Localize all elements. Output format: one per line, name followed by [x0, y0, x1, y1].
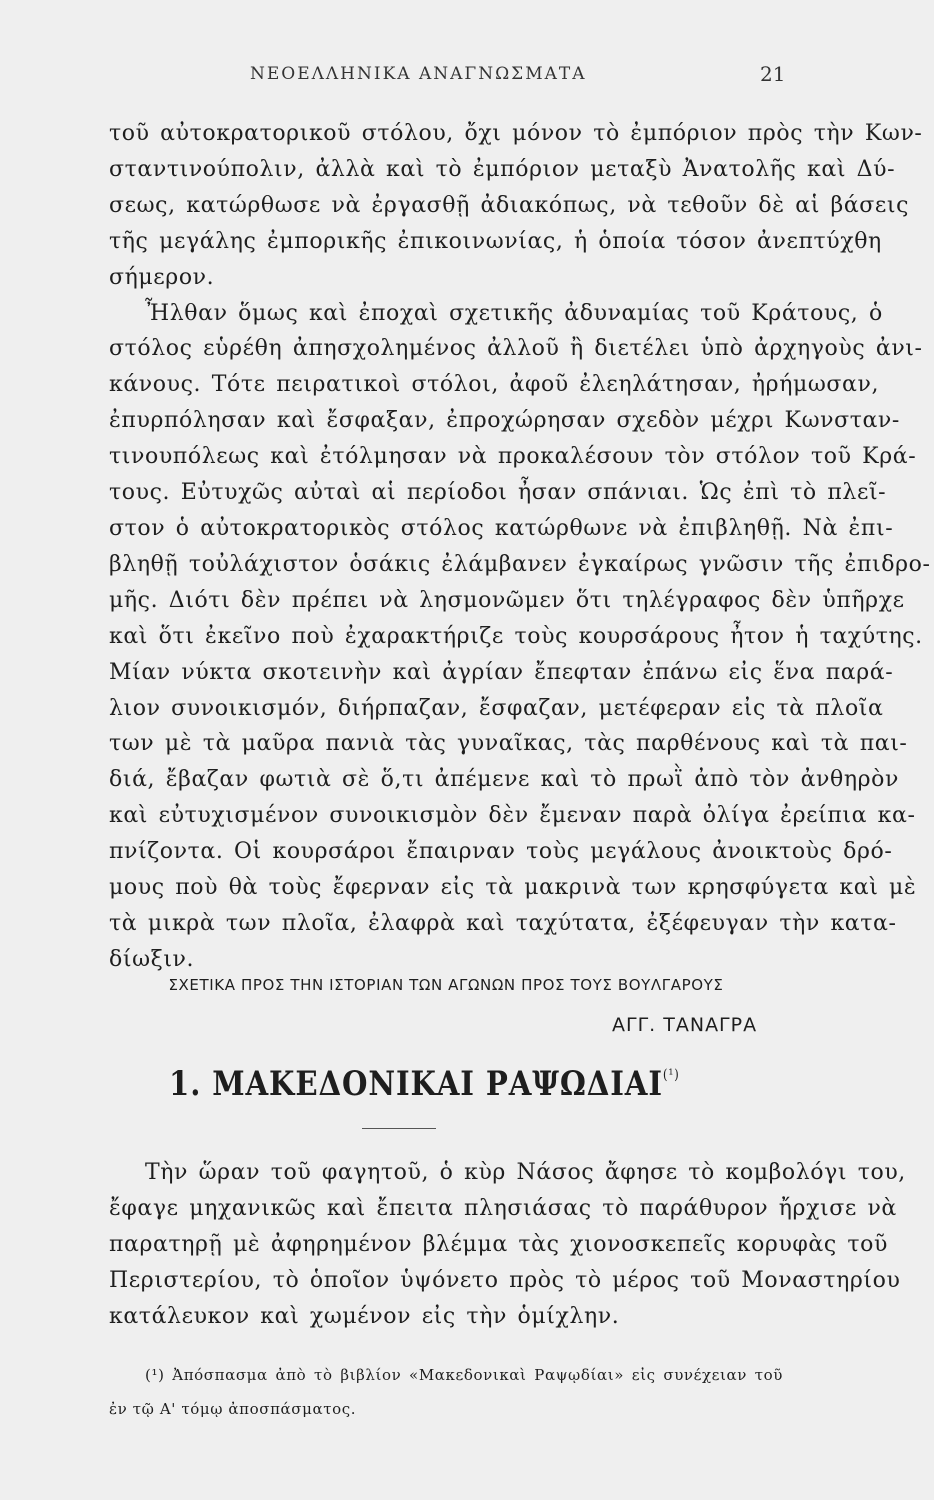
- paragraph-1: [109, 116, 923, 296]
- chapter-paragraph-1: [109, 1155, 906, 1335]
- chapter-title-text: 1. ΜΑΚΕΔΟΝΙΚΑΙ ΡΑΨΩΔΙΑΙ: [169, 1064, 663, 1104]
- footnote-line: ἐν τῷ Α' τόμῳ ἀποσπάσματος.: [109, 1400, 357, 1418]
- text-line: ἐπυρπόλησαν καὶ ἔσφαξαν, ἐπροχώρησαν σχεδὸν μέχρι Κωνσταν-: [109, 408, 900, 434]
- text-line: κατάλευκον καὶ χωμένον εἰς τὴν ὁμίχλην.: [109, 1303, 620, 1329]
- text-line: βληθῇ τοὐλάχιστον ὁσάκις ἐλάμβανεν ἐγκαίρως γνῶσιν τῆς ἐπιδρο-: [109, 551, 931, 577]
- text-line: ἔφαγε μηχανικῶς καὶ ἔπειτα πλησιάσας τὸ παράθυρον ἤρχισε νὰ: [109, 1195, 897, 1221]
- text-line: τοῦ αὐτοκρατορικοῦ στόλου, ὄχι μόνον τὸ ἐμπόριον πρὸς τὴν Κων-: [109, 121, 923, 146]
- text-line: μῆς. Διότι δὲν πρέπει νὰ λησμονῶμεν ὅτι τηλέγραφος δὲν ὑπῆρχε: [109, 587, 905, 613]
- text-line: τὰ μικρὰ των πλοῖα, ἐλαφρὰ καὶ ταχύτατα, ἐξέφευγαν τὴν κατα-: [109, 910, 897, 936]
- text-line: Ἦλθαν ὅμως καὶ ἐποχαὶ σχετικῆς ἀδυναμίας τοῦ Κράτους, ὁ: [145, 300, 883, 326]
- text-line: Τὴν ὥραν τοῦ φαγητοῦ, ὁ κὺρ Νάσος ἄφησε τὸ κομβολόγι του,: [145, 1160, 906, 1185]
- footnote-line: (¹) Ἀπόσπασμα ἀπὸ τὸ βιβλίον «Μακεδονικαὶ Ραψῳδίαι» εἰς συνέχειαν τοῦ: [145, 1366, 783, 1384]
- text-line: διά, ἔβαζαν φωτιὰ σὲ ὅ,τι ἀπέμενε καὶ τὸ πρωῒ ἀπὸ τὸν ἀνθηρὸν: [109, 767, 899, 793]
- author-name: ΑΓΓ. ΤΑΝΑΓΡΑ: [612, 1014, 758, 1036]
- text-line: σήμερον.: [109, 264, 215, 290]
- text-line: καὶ εὐτυχισμένον συνοικισμὸν δὲν ἔμεναν παρὰ ὀλίγα ἐρείπια κα-: [109, 803, 916, 829]
- section-heading: ΣΧΕΤΙΚΑ ΠΡΟΣ ΤΗΝ ΙΣΤΟΡΙΑΝ ΤΩΝ ΑΓΩΝΩΝ ΠΡΟΣ ΤΟΥΣ ΒΟΥΛΓΑΡΟΥΣ: [168, 976, 724, 994]
- paragraph-2: [109, 296, 931, 978]
- text-line: στον ὁ αὐτοκρατορικὸς στόλος κατώρθωνε νὰ ἐπιβληθῇ. Νὰ ἐπι-: [109, 515, 894, 541]
- text-line: Μίαν νύκτα σκοτεινὴν καὶ ἀγρίαν ἔπεφταν ἐπάνω εἰς ἕνα παρά-: [109, 659, 894, 685]
- page-number: 21: [760, 62, 786, 86]
- footnote-reference: (¹): [662, 1067, 680, 1083]
- text-line: τους. Εὐτυχῶς αὐταὶ αἱ περίοδοι ἦσαν σπάνιαι. Ὡς ἐπὶ τὸ πλεῖ-: [109, 480, 887, 506]
- text-line: σεως, κατώρθωσε νὰ ἐργασθῇ ἀδιακόπως, νὰ τεθοῦν δὲ αἱ βάσεις: [109, 192, 910, 218]
- text-line: μους ποὺ θὰ τοὺς ἔφερναν εἰς τὰ μακρινὰ των κρησφύγετα καὶ μὲ: [109, 875, 917, 901]
- chapter-title: [169, 1064, 680, 1104]
- text-line: λιον συνοικισμόν, διήρπαζαν, ἔσφαζαν, μετέφεραν εἰς τὰ πλοῖα: [109, 695, 884, 721]
- text-line: κάνους. Τότε πειρατικοὶ στόλοι, ἀφοῦ ἐλεηλάτησαν, ἠρήμωσαν,: [109, 372, 880, 398]
- text-line: στόλος εὑρέθη ἀπησχολημένος ἀλλοῦ ἢ διετέλει ὑπὸ ἀρχηγοὺς ἀνι-: [109, 336, 923, 362]
- text-line: σταντινούπολιν, ἀλλὰ καὶ τὸ ἐμπόριον μεταξὺ Ἀνατολῆς καὶ Δύ-: [109, 156, 896, 182]
- title-divider: [362, 1128, 436, 1129]
- text-line: των μὲ τὰ μαῦρα πανιὰ τὰς γυναῖκας, τὰς παρθένους καὶ τὰ παι-: [109, 731, 908, 757]
- text-line: παρατηρῇ μὲ ἀφηρημένον βλέμμα τὰς χιονοσκεπεῖς κορυφὰς τοῦ: [109, 1231, 888, 1257]
- running-title: ΝΕΟΕΛΛΗΝΙΚΑ ΑΝΑΓΝΩΣΜΑΤΑ: [250, 64, 587, 84]
- text-line: Περιστερίου, τὸ ὁποῖον ὑψόνετο πρὸς τὸ μέρος τοῦ Μοναστηρίου: [109, 1267, 901, 1293]
- text-line: καὶ ὅτι ἐκεῖνο ποὺ ἐχαρακτήριζε τοὺς κουρσάρους ἦτον ἡ ταχύτης.: [109, 623, 923, 649]
- footnote: [109, 1358, 783, 1426]
- chapter-body: [109, 1155, 906, 1335]
- article-continuation: [109, 116, 931, 978]
- text-line: τῆς μεγάλης ἐμπορικῆς ἐπικοινωνίας, ἡ ὁποία τόσον ἀνεπτύχθη: [109, 228, 882, 254]
- text-line: δίωξιν.: [109, 946, 195, 972]
- text-line: πνίζοντα. Οἱ κουρσάροι ἔπαιρναν τοὺς μεγάλους ἀνοικτοὺς δρό-: [109, 839, 893, 865]
- text-line: τινουπόλεως καὶ ἐτόλμησαν νὰ προκαλέσουν τὸν στόλον τοῦ Κρά-: [109, 444, 917, 470]
